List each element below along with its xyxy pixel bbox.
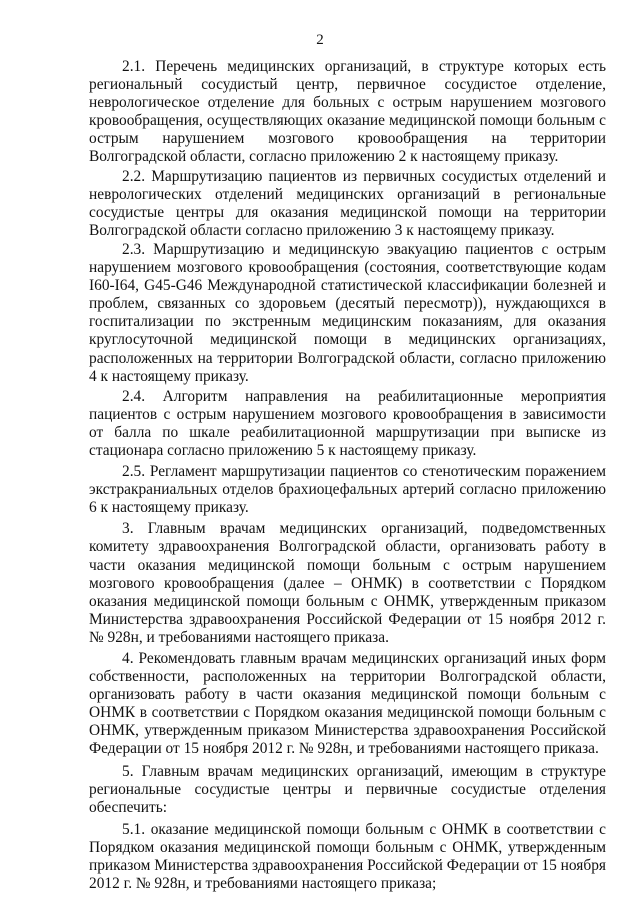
paragraph-4: 4. Рекомендовать главным врачам медицинских организаций иных форм собственности, расположенных на территории Волгоградской области, организовать работу в части оказания медицинской помощи больным с ОНМК в соответствии с Порядком оказания медицинской помощи больным с ОНМК, утвержденным приказом Министерства здравоохранения Российской Федерации от 15 ноября 2012 г. № 928н, и требованиями настоящего приказа. bbox=[89, 650, 606, 758]
paragraph-2-5: 2.5. Регламент маршрутизации пациентов со стенотическим поражением экстракраниальных отделов брахиоцефальных артерий согласно приложению 6 к настоящему приказу. bbox=[89, 463, 606, 517]
page-number: 2 bbox=[316, 32, 324, 48]
document-body bbox=[89, 58, 606, 893]
paragraph-5: 5. Главным врачам медицинских организаций, имеющим в структуре региональные сосудистые центры и первичные сосудистые отделения обеспечить: bbox=[89, 762, 606, 816]
paragraph-3: 3. Главным врачам медицинских организаций, подведомственных комитету здравоохранения Волгоградской области, организовать работу в части оказания медицинской помощи больным с острым нарушением мозгового кровообращения (далее – ОНМК) в соответствии с Порядком оказания медицинской помощи больным с ОНМК, утвержденным приказом Министерства здравоохранения Российской Федерации от 15 ноября 2012 г. № 928н, и требованиями настоящего приказа. bbox=[89, 520, 606, 646]
paragraph-2-2: 2.2. Маршрутизацию пациентов из первичных сосудистых отделений и неврологических отделений медицинских организаций в региональные сосудистые центры для оказания медицинской помощи на территории Волгоградской области согласно приложению 3 к настоящему приказу. bbox=[89, 167, 606, 239]
paragraph-2-4: 2.4. Алгоритм направления на реабилитационные мероприятия пациентов с острым нарушением мозгового кровообращения в зависимости от балла по шкале реабилитационной маршрутизации при выписке из стационара согласно приложению 5 к настоящему приказу. bbox=[89, 387, 606, 459]
paragraph-5-1: 5.1. оказание медицинской помощи больным с ОНМК в соответствии с Порядком оказания медицинской помощи больным с ОНМК, утвержденным приказом Министерства здравоохранения Российской Федерации от 15 ноября 2012 г. № 928н, и требованиями настоящего приказа; bbox=[89, 820, 606, 893]
paragraph-2-1: 2.1. Перечень медицинских организаций, в структуре которых есть региональный сосудистый центр, первичное сосудистое отделение, неврологическое отделение для больных с острым нарушением мозгового кровообращения, осуществляющих оказание медицинской помощи больным с острым нарушением мозгового кровообращения на территории Волгоградской области, согласно приложению 2 к настоящему приказу. bbox=[89, 58, 606, 166]
paragraph-2-3: 2.3. Маршрутизацию и медицинскую эвакуацию пациентов с острым нарушением мозгового кровообращения (состояния, соответствующие кодам I60-I64, G45-G46 Международной статистической классификации болезней и проблем, связанных со здоровьем (десятый пересмотр)), нуждающихся в госпитализации по экстренным медицинским показаниям, для оказания круглосуточной медицинской помощи в медицинских организациях, расположенных на территории Волгоградской области, согласно приложению 4 к настоящему приказу. bbox=[89, 240, 606, 385]
